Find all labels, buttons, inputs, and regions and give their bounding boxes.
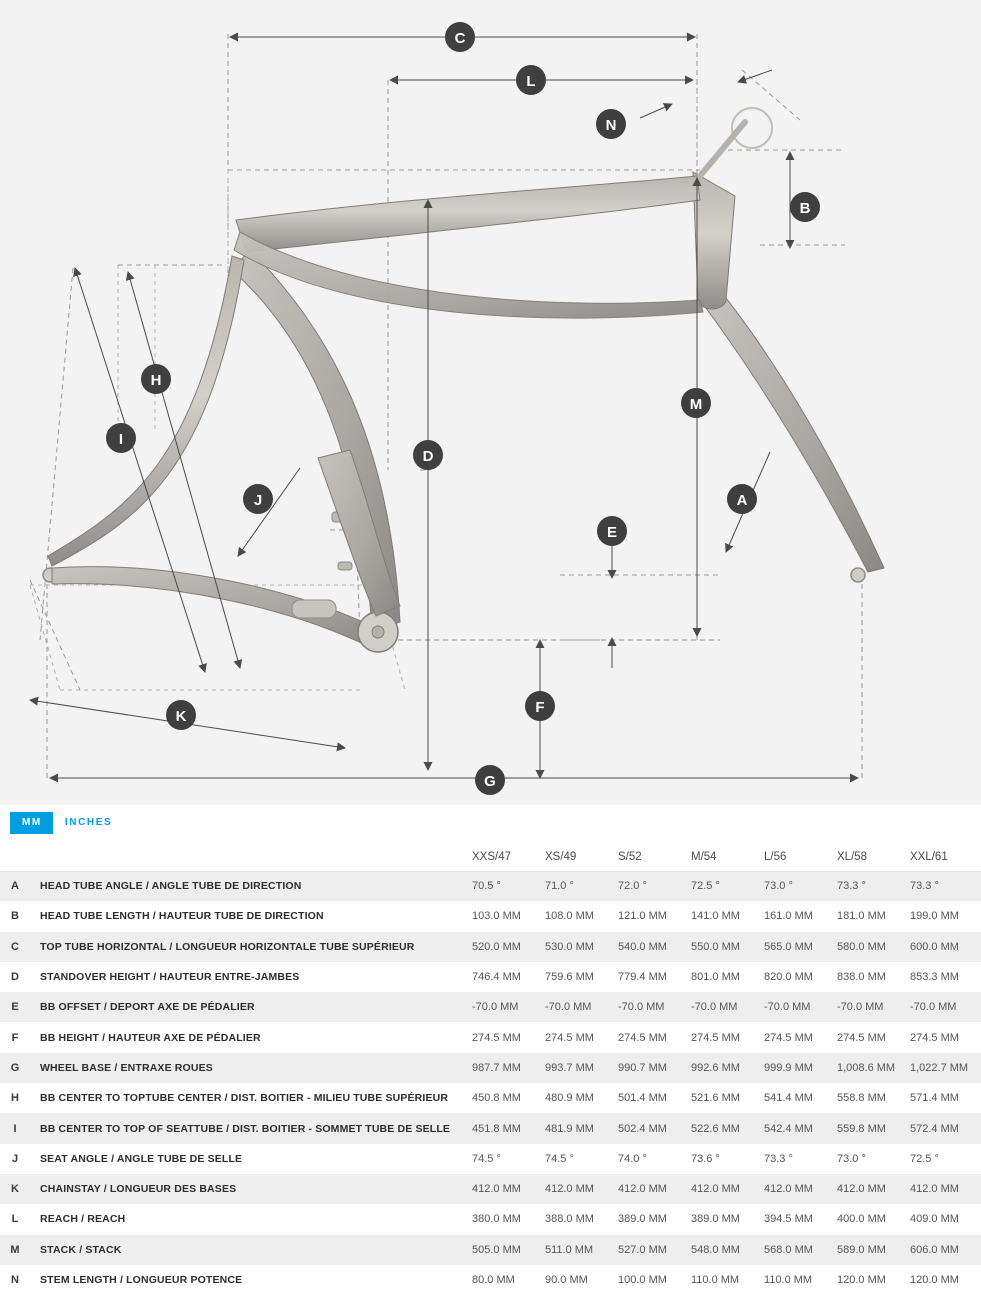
table-row [0,1204,981,1234]
row-value: 389.0 MM [691,1213,740,1226]
row-label: STANDOVER HEIGHT / HAUTEUR ENTRE-JAMBES [40,971,300,984]
unit-toggle-mm[interactable]: MM [10,812,53,834]
row-value: 505.0 MM [472,1243,521,1256]
svg-text:C: C [454,30,466,47]
row-label: BB HEIGHT / HAUTEUR AXE DE PÉDALIER [40,1031,261,1044]
row-value: 990.7 MM [618,1061,667,1074]
row-value: 412.0 MM [618,1183,667,1196]
row-value: -70.0 MM [764,1001,811,1014]
table-row [0,1022,981,1052]
header-size-xxs47: XXS/47 [470,843,543,871]
row-value: 73.3 ° [910,880,939,893]
svg-text:D: D [422,448,434,465]
row-value: 838.0 MM [837,971,886,984]
row-value: 521.6 MM [691,1092,740,1105]
row-value: 72.5 ° [691,880,720,893]
row-letter: E [11,1001,19,1014]
row-value: 412.0 MM [910,1183,959,1196]
row-label: HEAD TUBE ANGLE / ANGLE TUBE DE DIRECTION [40,880,302,893]
header-size-s52: S/52 [616,843,689,871]
row-value: 412.0 MM [764,1183,813,1196]
row-value: 181.0 MM [837,910,886,923]
row-value: 71.0 ° [545,880,574,893]
row-value: 400.0 MM [837,1213,886,1226]
row-value: -70.0 MM [472,1001,519,1014]
row-value: 993.7 MM [545,1061,594,1074]
row-label: STEM LENGTH / LONGUEUR POTENCE [40,1274,243,1286]
header-size-xs49: XS/49 [543,843,616,871]
row-value: 274.5 MM [910,1031,959,1044]
row-value: 73.0 ° [837,1152,866,1165]
table-row [0,962,981,992]
table-row [0,871,981,901]
row-value: 511.0 MM [545,1243,594,1256]
row-value: -70.0 MM [691,1001,738,1014]
row-value: 746.4 MM [472,971,521,984]
row-value: -70.0 MM [618,1001,665,1014]
row-value: 110.0 MM [764,1274,813,1286]
row-value: 600.0 MM [910,940,959,953]
row-value: 568.0 MM [764,1243,813,1256]
row-label: WHEEL BASE / ENTRAXE ROUES [40,1061,213,1074]
header-size-xl58: XL/58 [835,843,908,871]
row-value: 572.4 MM [910,1122,959,1135]
table-row [0,1083,981,1113]
row-letter: J [11,1152,19,1165]
row-label: BB CENTER TO TOPTUBE CENTER / DIST. BOITIER - MILIEU TUBE SUPÉRIEUR [40,1092,449,1105]
row-label: REACH / REACH [40,1213,126,1226]
row-value: 100.0 MM [618,1274,667,1286]
table-row [0,932,981,962]
row-label: TOP TUBE HORIZONTAL / LONGUEUR HORIZONTALE TUBE SUPÉRIEUR [40,940,415,953]
row-value: 274.5 MM [691,1031,740,1044]
unit-toggle[interactable] [10,812,123,834]
row-value: 141.0 MM [691,910,740,923]
row-value: 108.0 MM [545,910,594,923]
row-letter: L [11,1213,19,1226]
row-value: 274.5 MM [764,1031,813,1044]
row-value: 412.0 MM [837,1183,886,1196]
row-value: 394.5 MM [764,1213,813,1226]
row-letter: M [10,1243,20,1256]
row-value: 548.0 MM [691,1243,740,1256]
row-label: STACK / STACK [40,1243,122,1256]
row-value: 502.4 MM [618,1122,667,1135]
geometry-table [0,843,981,1295]
row-letter: K [11,1183,19,1196]
row-letter: N [11,1274,19,1286]
row-label: CHAINSTAY / LONGUEUR DES BASES [40,1183,237,1196]
row-value: 73.6 ° [691,1152,720,1165]
row-value: 389.0 MM [618,1213,667,1226]
row-value: 388.0 MM [545,1213,594,1226]
svg-text:N: N [605,117,617,134]
row-value: 999.9 MM [764,1061,813,1074]
row-value: 759.6 MM [545,971,594,984]
geometry-table-body [0,871,981,1295]
header-letter [0,843,30,871]
row-value: 72.5 ° [910,1152,939,1165]
row-value: 571.4 MM [910,1092,959,1105]
row-value: -70.0 MM [910,1001,957,1014]
row-value: 73.3 ° [764,1152,793,1165]
row-value: 541.4 MM [764,1092,813,1105]
row-value: 542.4 MM [764,1122,813,1135]
header-size-l56: L/56 [762,843,835,871]
row-value: 520.0 MM [472,940,521,953]
row-value: 74.0 ° [618,1152,647,1165]
row-value: 70.5 ° [472,880,501,893]
svg-text:I: I [118,431,124,448]
row-value: 74.5 ° [545,1152,574,1165]
row-value: 559.8 MM [837,1122,886,1135]
row-value: 274.5 MM [618,1031,667,1044]
svg-text:A: A [736,492,748,509]
svg-text:E: E [606,524,618,541]
row-value: 90.0 MM [545,1274,588,1286]
row-value: 73.3 ° [837,880,866,893]
row-value: 501.4 MM [618,1092,667,1105]
row-letter: C [11,940,19,953]
row-value: 480.9 MM [545,1092,594,1105]
row-value: 110.0 MM [691,1274,740,1286]
geometry-table-head [0,843,981,871]
row-label: BB CENTER TO TOP OF SEATTUBE / DIST. BOITIER - SOMMET TUBE DE SELLE [40,1122,451,1135]
row-value: 412.0 MM [472,1183,521,1196]
row-value: 120.0 MM [837,1274,886,1286]
row-value: 73.0 ° [764,880,793,893]
row-value: 565.0 MM [764,940,813,953]
row-value: -70.0 MM [837,1001,884,1014]
row-value: 987.7 MM [472,1061,521,1074]
row-label: HEAD TUBE LENGTH / HAUTEUR TUBE DE DIRECTION [40,910,324,923]
row-letter: F [11,1031,19,1044]
table-row [0,1265,981,1295]
svg-text:J: J [253,492,263,509]
unit-toggle-inches[interactable]: INCHES [53,812,123,834]
svg-text:F: F [535,699,545,716]
row-value: 120.0 MM [910,1274,959,1286]
row-value: 522.6 MM [691,1122,740,1135]
row-value: -70.0 MM [545,1001,592,1014]
header-size-xxl61: XXL/61 [908,843,981,871]
svg-text:L: L [526,73,536,90]
row-value: 606.0 MM [910,1243,959,1256]
table-header-row [0,843,981,871]
table-row [0,1144,981,1174]
row-value: 72.0 ° [618,880,647,893]
row-value: 589.0 MM [837,1243,886,1256]
table-row [0,1235,981,1265]
row-value: 540.0 MM [618,940,667,953]
row-value: 80.0 MM [472,1274,515,1286]
row-value: 274.5 MM [545,1031,594,1044]
row-value: 527.0 MM [618,1243,667,1256]
svg-text:G: G [484,773,496,790]
svg-text:B: B [799,200,811,217]
row-letter: B [11,910,19,923]
row-value: 580.0 MM [837,940,886,953]
header-measure-name [30,843,470,871]
row-value: 380.0 MM [472,1213,521,1226]
row-value: 412.0 MM [691,1183,740,1196]
table-row [0,1174,981,1204]
row-value: 121.0 MM [618,910,667,923]
row-value: 820.0 MM [764,971,813,984]
row-value: 274.5 MM [837,1031,886,1044]
row-letter: G [10,1061,20,1074]
row-value: 853.3 MM [910,971,959,984]
row-label: BB OFFSET / DEPORT AXE DE PÉDALIER [40,1001,255,1014]
row-value: 550.0 MM [691,940,740,953]
row-value: 274.5 MM [472,1031,521,1044]
row-value: 412.0 MM [545,1183,594,1196]
row-value: 199.0 MM [910,910,959,923]
row-letter: H [11,1092,19,1105]
svg-text:K: K [175,708,187,725]
row-value: 409.0 MM [910,1213,959,1226]
row-letter: A [11,880,19,893]
row-value: 992.6 MM [691,1061,740,1074]
row-value: 74.5 ° [472,1152,501,1165]
table-row [0,901,981,931]
header-size-m54: M/54 [689,843,762,871]
row-value: 530.0 MM [545,940,594,953]
row-value: 1,008.6 MM [837,1061,896,1074]
row-value: 1,022.7 MM [910,1061,969,1074]
row-value: 779.4 MM [618,971,667,984]
row-letter: D [11,971,19,984]
row-value: 161.0 MM [764,910,813,923]
table-row [0,992,981,1022]
row-value: 558.8 MM [837,1092,886,1105]
svg-text:H: H [150,372,162,389]
row-label: SEAT ANGLE / ANGLE TUBE DE SELLE [40,1152,243,1165]
row-value: 103.0 MM [472,910,521,923]
row-value: 451.8 MM [472,1122,521,1135]
row-value: 450.8 MM [472,1092,521,1105]
row-value: 481.9 MM [545,1122,594,1135]
table-row [0,1053,981,1083]
row-value: 801.0 MM [691,971,740,984]
table-row [0,1113,981,1143]
row-letter: I [13,1122,17,1135]
svg-text:M: M [689,396,703,413]
